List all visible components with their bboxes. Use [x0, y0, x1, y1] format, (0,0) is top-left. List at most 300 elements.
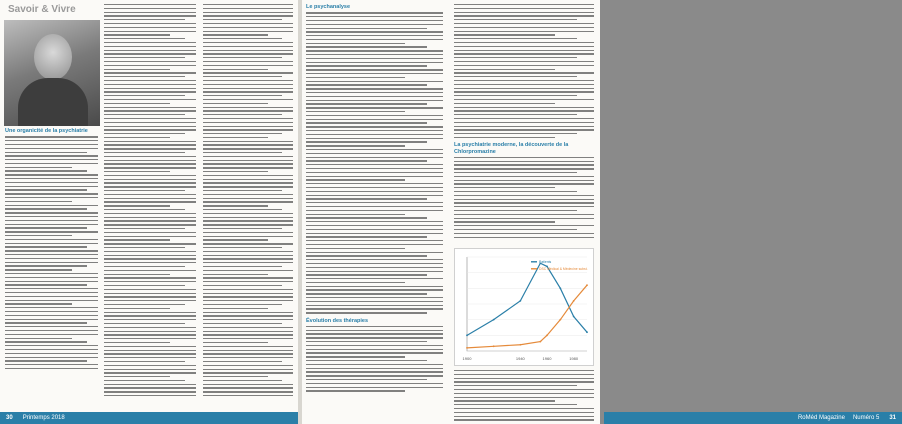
text-line [203, 262, 293, 263]
text-line [104, 258, 196, 259]
text-line [306, 187, 443, 188]
text-line [104, 163, 196, 164]
text-line [104, 338, 196, 339]
text-line [454, 416, 594, 417]
text-line [203, 198, 293, 199]
text-line [306, 81, 443, 82]
section-header: Savoir & Vivre [8, 4, 76, 15]
text-line [5, 364, 98, 365]
text-line [306, 126, 443, 127]
text-line [5, 178, 98, 179]
text-line [203, 27, 293, 28]
text-line [306, 289, 443, 290]
data-point [519, 344, 521, 346]
text-line [104, 224, 196, 225]
text-line [5, 319, 98, 320]
text-line [104, 323, 185, 324]
text-line [454, 419, 594, 420]
text-line [203, 232, 293, 233]
text-line [454, 53, 594, 54]
text-line [104, 220, 196, 221]
text-line [203, 217, 293, 218]
text-line [104, 285, 185, 286]
text-line [306, 267, 443, 268]
text-line [5, 144, 98, 145]
text-line [454, 103, 555, 104]
text-line [104, 334, 196, 335]
text-line [203, 103, 268, 104]
text-line [5, 258, 98, 259]
text-line [454, 404, 577, 405]
text-line [104, 23, 196, 24]
text-line [104, 57, 185, 58]
text-line [306, 217, 427, 218]
text-line [306, 88, 443, 89]
text-line [104, 213, 196, 214]
text-line [5, 201, 72, 202]
text-line [203, 342, 268, 343]
text-line [5, 243, 98, 244]
data-point [466, 334, 468, 336]
text-line [203, 201, 293, 202]
text-line [104, 95, 185, 96]
legend-label: Patients [539, 260, 552, 264]
x-tick-label: 1960 [542, 356, 552, 361]
text-line [203, 46, 293, 47]
text-line [104, 27, 196, 28]
text-line [203, 338, 293, 339]
text-line [454, 378, 594, 379]
text-line [5, 322, 87, 323]
text-line [5, 224, 98, 225]
text-line [306, 92, 443, 93]
text-line [5, 349, 98, 350]
text-line [104, 387, 196, 388]
data-point [573, 316, 575, 318]
text-line [454, 61, 594, 62]
text-line [454, 23, 594, 24]
text-line [203, 220, 293, 221]
text-line [203, 133, 282, 134]
text-line [203, 312, 293, 313]
text-line [104, 205, 170, 206]
text-line [306, 119, 443, 120]
text-line [5, 155, 98, 156]
text-line [203, 308, 268, 309]
text-line [454, 218, 594, 219]
text-line [5, 338, 72, 339]
text-line [104, 304, 185, 305]
text-line [306, 225, 443, 226]
text-line [5, 250, 98, 251]
issue-label: Printemps 2018 [22, 415, 65, 421]
text-line [306, 24, 443, 25]
text-line [5, 330, 98, 331]
text-line [104, 274, 170, 275]
text-line [203, 57, 282, 58]
text-line [306, 210, 443, 211]
text-line [306, 107, 443, 108]
text-line [104, 376, 170, 377]
text-line [5, 182, 98, 183]
text-line [104, 281, 196, 282]
text-line [203, 277, 293, 278]
text-line [104, 293, 196, 294]
text-line [5, 163, 98, 164]
data-point [573, 300, 575, 302]
text-line [203, 270, 293, 271]
text-line [203, 72, 293, 73]
text-line [5, 345, 98, 346]
text-line [306, 111, 405, 112]
text-line [5, 216, 98, 217]
text-line [306, 387, 443, 388]
line-chart [454, 248, 594, 366]
text-line [454, 168, 594, 169]
text-line [5, 227, 87, 228]
text-line [104, 255, 196, 256]
text-line [104, 65, 196, 66]
text-line [306, 371, 443, 372]
text-line [104, 372, 196, 373]
text-line [104, 31, 196, 32]
text-line [306, 274, 427, 275]
series-line-2 [467, 285, 587, 348]
text-line [454, 199, 594, 200]
magazine-name: RoMéd Magazine [797, 415, 845, 421]
text-line [104, 194, 196, 195]
text-line [104, 384, 196, 385]
text-line [306, 360, 427, 361]
text-line [306, 390, 405, 391]
text-line [306, 198, 427, 199]
data-point [559, 319, 561, 321]
text-line [306, 240, 443, 241]
text-line [454, 370, 594, 371]
text-line [454, 88, 594, 89]
data-point [559, 287, 561, 289]
text-line [104, 296, 196, 297]
text-line [454, 133, 577, 134]
text-line [203, 346, 293, 347]
text-line [104, 331, 196, 332]
text-line [203, 19, 282, 20]
text-line [454, 397, 594, 398]
text-line [454, 214, 594, 215]
text-line [104, 103, 170, 104]
text-line [306, 179, 405, 180]
text-line [454, 408, 594, 409]
text-line [104, 190, 185, 191]
legend-label: DSC Médical & Médecine subst. [539, 267, 588, 271]
text-line [203, 129, 293, 130]
text-line [203, 118, 293, 119]
text-line [5, 269, 72, 270]
text-line [454, 374, 594, 375]
text-line [203, 160, 293, 161]
text-line [454, 42, 594, 43]
text-line [5, 341, 87, 342]
body-text [306, 12, 443, 313]
text-line [306, 31, 443, 32]
text-line [5, 189, 87, 190]
text-line [104, 8, 196, 9]
x-tick-label: 1980 [569, 356, 579, 361]
text-line [203, 91, 293, 92]
x-tick-label: 1940 [515, 356, 525, 361]
text-line [203, 369, 293, 370]
text-line [203, 213, 293, 214]
issue-number: Numéro 5 [852, 415, 880, 421]
text-line [306, 356, 405, 357]
text-line [306, 195, 443, 196]
text-line [306, 176, 443, 177]
text-line [203, 4, 293, 5]
text-line [306, 221, 443, 222]
text-line [306, 145, 405, 146]
right-page [302, 0, 896, 424]
text-line [203, 251, 293, 252]
text-line [306, 293, 427, 294]
text-line [104, 201, 196, 202]
text-line [203, 365, 293, 366]
text-line [104, 209, 185, 210]
text-line [104, 160, 196, 161]
text-line [104, 239, 170, 240]
text-line [5, 239, 98, 240]
text-line [104, 319, 196, 320]
text-line [5, 193, 98, 194]
text-line [306, 206, 443, 207]
text-line [203, 239, 268, 240]
text-line [306, 214, 405, 215]
text-line [306, 168, 443, 169]
text-line [306, 138, 443, 139]
text-line [203, 296, 293, 297]
text-line [5, 197, 98, 198]
text-line [306, 122, 427, 123]
text-line [306, 352, 443, 353]
data-point [586, 284, 588, 286]
text-line [306, 149, 443, 150]
body-text [5, 136, 98, 369]
text-line [454, 233, 594, 234]
text-line [454, 206, 594, 207]
text-line [306, 134, 443, 135]
text-line [306, 236, 427, 237]
text-line [454, 110, 594, 111]
text-line [203, 224, 293, 225]
text-line [104, 171, 170, 172]
text-line [203, 31, 293, 32]
portrait-body [18, 78, 88, 126]
text-line [5, 220, 98, 221]
text-line [104, 69, 170, 70]
text-line [454, 172, 577, 173]
text-line [203, 194, 293, 195]
text-line [306, 191, 443, 192]
left-page [0, 0, 298, 424]
text-line [203, 228, 282, 229]
chart-canvas [455, 249, 593, 365]
text-line [454, 114, 577, 115]
text-line [203, 255, 293, 256]
text-line [104, 137, 170, 138]
text-line [306, 379, 427, 380]
text-line [454, 381, 594, 382]
text-line [5, 208, 87, 209]
text-line [5, 235, 72, 236]
section-heading: Évolution des thérapies [306, 317, 369, 324]
left-footer [0, 412, 298, 424]
text-line [306, 12, 443, 13]
text-line [203, 289, 293, 290]
text-line [104, 114, 185, 115]
text-line [203, 163, 293, 164]
text-line [306, 349, 443, 350]
text-line [306, 375, 443, 376]
text-line [306, 308, 443, 309]
text-line [306, 297, 443, 298]
text-line [306, 286, 443, 287]
text-line [104, 99, 196, 100]
text-line [306, 141, 427, 142]
text-line [203, 205, 268, 206]
text-line [104, 53, 196, 54]
text-line [454, 389, 594, 390]
text-line [203, 331, 293, 332]
text-line [104, 361, 185, 362]
text-line [104, 365, 196, 366]
text-line [5, 284, 87, 285]
text-line [306, 62, 443, 63]
text-line [203, 319, 293, 320]
text-line [104, 19, 185, 20]
text-line [203, 50, 293, 51]
text-line [203, 167, 293, 168]
text-line [203, 315, 293, 316]
text-line [5, 288, 98, 289]
body-text [454, 4, 594, 138]
text-line [454, 31, 594, 32]
text-line [104, 42, 196, 43]
data-point [493, 345, 495, 347]
text-line [306, 157, 443, 158]
text-line [104, 76, 185, 77]
text-line [203, 88, 293, 89]
text-line [104, 46, 196, 47]
text-line [306, 278, 443, 279]
text-line [104, 133, 185, 134]
text-line [454, 57, 577, 58]
data-point [466, 347, 468, 349]
text-line [454, 122, 594, 123]
text-line [5, 140, 98, 141]
text-line [5, 212, 98, 213]
text-line [104, 262, 196, 263]
text-line [454, 50, 594, 51]
left-column-1 [5, 128, 98, 410]
text-line [454, 118, 594, 119]
text-line [104, 308, 170, 309]
text-line [104, 107, 196, 108]
text-line [306, 364, 443, 365]
body-text [454, 157, 594, 238]
text-line [5, 307, 98, 308]
text-line [203, 69, 268, 70]
text-line [104, 61, 196, 62]
text-line [5, 170, 87, 171]
text-line [5, 296, 98, 297]
text-line [203, 156, 293, 157]
text-line [306, 330, 443, 331]
text-line [306, 84, 427, 85]
text-line [306, 244, 443, 245]
text-line [203, 84, 293, 85]
text-line [203, 179, 293, 180]
text-line [104, 156, 196, 157]
text-line [104, 243, 196, 244]
text-line [306, 50, 443, 51]
text-line [104, 141, 196, 142]
text-line [5, 205, 98, 206]
text-line [104, 327, 196, 328]
text-line [5, 174, 98, 175]
text-line [454, 221, 555, 222]
text-line [306, 282, 405, 283]
text-line [203, 258, 293, 259]
text-line [203, 80, 293, 81]
text-line [306, 252, 443, 253]
body-text [454, 370, 594, 421]
text-line [104, 110, 196, 111]
page-number: 30 [6, 415, 13, 421]
text-line [306, 337, 443, 338]
text-line [104, 175, 196, 176]
text-line [5, 292, 98, 293]
text-line [104, 88, 196, 89]
text-line [104, 84, 196, 85]
text-line [203, 395, 293, 396]
text-line [454, 65, 594, 66]
text-line [454, 91, 594, 92]
data-point [493, 319, 495, 321]
chart-caption-text [454, 370, 594, 410]
text-line [454, 72, 594, 73]
text-line [203, 53, 293, 54]
text-line [306, 233, 443, 234]
text-line [454, 210, 577, 211]
text-line [454, 27, 594, 28]
text-line [306, 271, 443, 272]
text-line [454, 187, 555, 188]
text-line [104, 353, 196, 354]
text-line [104, 126, 196, 127]
text-line [5, 262, 98, 263]
text-line [5, 159, 98, 160]
text-line [203, 357, 293, 358]
text-line [203, 293, 293, 294]
text-line [203, 380, 282, 381]
text-line [5, 281, 98, 282]
left-column-2 [104, 4, 196, 410]
text-line [454, 385, 577, 386]
text-line [203, 327, 293, 328]
data-point [586, 331, 588, 333]
text-line [5, 136, 98, 137]
text-line [104, 122, 196, 123]
text-line [306, 164, 443, 165]
